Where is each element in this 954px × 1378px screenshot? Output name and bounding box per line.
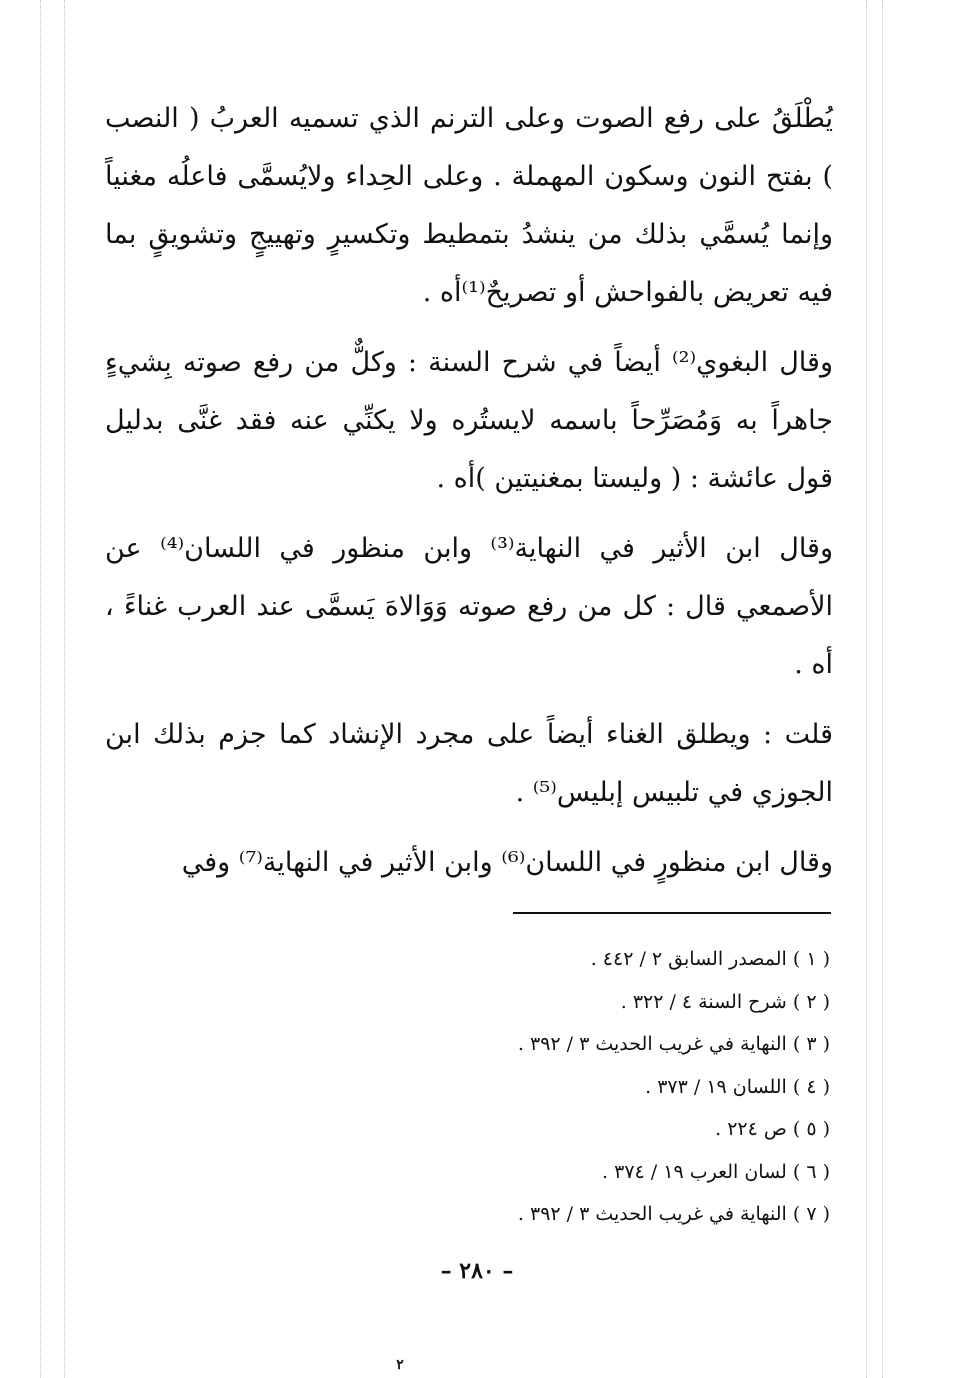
scan-guide-line bbox=[882, 0, 883, 1378]
paragraph: وقال ابن منظورٍ في اللسان⁽⁶⁾ وابن الأثير في النهاية⁽⁷⁾ وفي bbox=[181, 847, 833, 878]
scan-guide-line bbox=[64, 0, 65, 1378]
paragraph: يُطْلَقُ على رفع الصوت وعلى الترنم الذي تسميه العربُ ( النصب ) بفتح النون وسكون المهملة . وعلى الحِداء ولايُسمَّى فاعلُه مغنياً وإنما يُسمَّي بذلك من ينشدُ بتمطيط وتكسيرٍ وتهييجٍ وتشويقٍ بما فيه تعريض بالفواحش أو تصريحٌ⁽¹⁾أه . bbox=[105, 103, 833, 308]
footnote: ( ٤ ) اللسان ١٩ / ٣٧٣ . bbox=[645, 1075, 830, 1098]
footnote: ( ١ ) المصدر السابق ٢ / ٤٤٢ . bbox=[590, 948, 830, 970]
scan-guide-line bbox=[866, 0, 867, 1378]
footnote: ( ٦ ) لسان العرب ١٩ / ٣٧٤ . bbox=[602, 1160, 830, 1183]
paragraph: قلت : ويطلق الغناء أيضاً على مجرد الإنشاد كما جزم بذلك ابن الجوزي في تلبيس إبليس⁽⁵⁾ . bbox=[105, 719, 833, 808]
main-text bbox=[105, 90, 833, 904]
footnotes bbox=[370, 938, 830, 1236]
bottom-mark: ٢ bbox=[396, 1357, 404, 1373]
scan-guide-line bbox=[40, 0, 41, 1378]
paragraph: وقال ابن الأثير في النهاية⁽³⁾ وابن منظور في اللسان⁽⁴⁾ عن الأصمعي قال : كل من رفع صوته وَوَالاهَ يَسمَّى عند العرب غناءً ، أه . bbox=[105, 533, 833, 680]
page-number: – ٢٨٠ – bbox=[440, 1258, 514, 1284]
footnote: ( ٥ ) ص ٢٢٤ . bbox=[715, 1118, 830, 1140]
footnote: ( ٣ ) النهاية في غريب الحديث ٣ / ٣٩٢ . bbox=[517, 1033, 830, 1055]
footnote: ( ٧ ) النهاية في غريب الحديث ٣ / ٣٩٢ . bbox=[517, 1203, 830, 1225]
paragraph: وقال البغوي⁽²⁾ أيضاً في شرح السنة : وكلٌّ من رفع صوته بِشيءٍ جاهراً به وَمُصَرِّحاً باسمه لايستُره ولا يكنِّي عنه فقد غنَّى بدليل قول عائشة : ( وليستا بمغنيتين )أه . bbox=[105, 347, 833, 494]
footnote: ( ٢ ) شرح السنة ٤ / ٣٢٢ . bbox=[620, 990, 830, 1013]
footnote-separator bbox=[513, 912, 831, 914]
